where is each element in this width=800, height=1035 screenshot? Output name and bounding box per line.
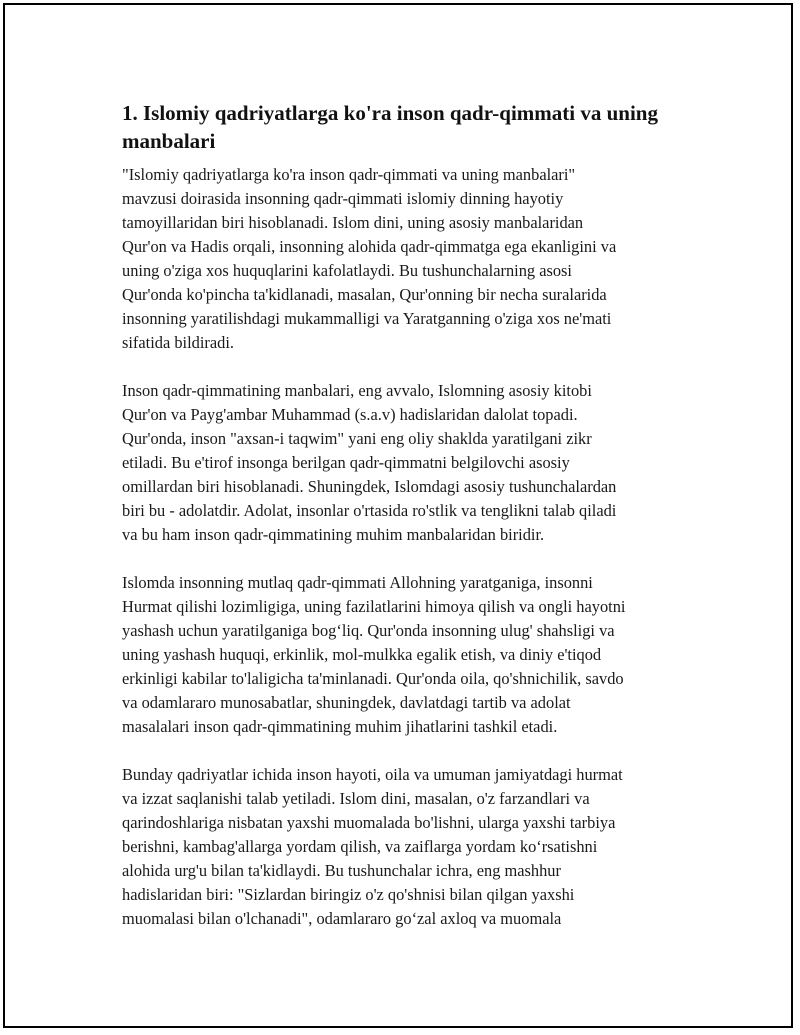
paragraph-4: Bunday qadriyatlar ichida inson hayoti, oila va umuman jamiyatdagi hurmat va izzat saqlanishi talab yetiladi. Islom dini, masalan, o'z farzandlari va qarindoshlariga nisbatan yaxshi muomalada bo'lishni, ularga yaxshi tarbiya berishni, kambag'allarga yordam qilish, va zaiflarga yordam ko‘rsatishni alohida urg'u bilan ta'kidlaydi. Bu tushunchalar ichra, eng mashhur hadislaridan biri: "Sizlardan biringiz o'z qo'shnisi bilan qilgan yaxshi muomalasi bilan o'lchanadi", odamlararo go‘zal axloq va muomala <box>122 765 623 928</box>
paragraph-1: "Islomiy qadriyatlarga ko'ra inson qadr-qimmati va uning manbalari" mavzusi doirasida insonning qadr-qimmati islomiy dinning hayotiy tamoyillaridan biri hisoblanadi. Islom dini, uning asosiy manbalaridan Qur'on va Hadis orqali, insonning alohida qadr-qimmatga ega ekanligini va uning o'ziga xos huquqlarini kafolatlaydi. Bu tushunchalarning asosi Qur'onda ko'pincha ta'kidlanadi, masalan, Qur'onning bir necha suralarida insonning yaratilishdagi mukammalligi va Yaratganning o'ziga xos ne'mati sifatida bildiradi. <box>122 165 617 352</box>
document-body <box>122 99 682 955</box>
paragraph-3: Islomda insonning mutlaq qadr-qimmati Allohning yaratganiga, insonni Hurmat qilishi lozimligiga, uning fazilatlarini himoya qilish va ongli hayotni yashash uchun yaratilganiga bog‘liq. Qur'onda insonning ulug' shahsligi va uning yashash huquqi, erkinlik, mol-mulkka egalik etish, va diniy e'tiqod erkinligi kabilar to'laligicha ta'minlanadi. Qur'onda oila, qo'shnichilik, savdo va odamlararo munosabatlar, shuningdek, davlatdagi tartib va adolat masalalari inson qadr-qimmatining muhim jihatlarini tashkil etadi. <box>122 573 626 736</box>
paragraph-2: Inson qadr-qimmatining manbalari, eng avvalo, Islomning asosiy kitobi Qur'on va Payg'ambar Muhammad (s.a.v) hadislaridan dalolat topadi. Qur'onda, inson "axsan-i taqwim" yani eng oliy shaklda yaratilgani zikr etiladi. Bu e'tirof insonga berilgan qadr-qimmatni belgilovchi asosiy omillardan biri hisoblanadi. Shuningdek, Islomdagi asosiy tushunchalardan biri bu - adolatdir. Adolat, insonlar o'rtasida ro'stlik va tenglikni talab qiladi va bu ham inson qadr-qimmatining muhim manbalaridan biridir. <box>122 381 617 544</box>
page-frame <box>3 3 793 1028</box>
section-title: 1. Islomiy qadriyatlarga ko'ra inson qadr-qimmati va uning manbalari <box>122 101 658 153</box>
